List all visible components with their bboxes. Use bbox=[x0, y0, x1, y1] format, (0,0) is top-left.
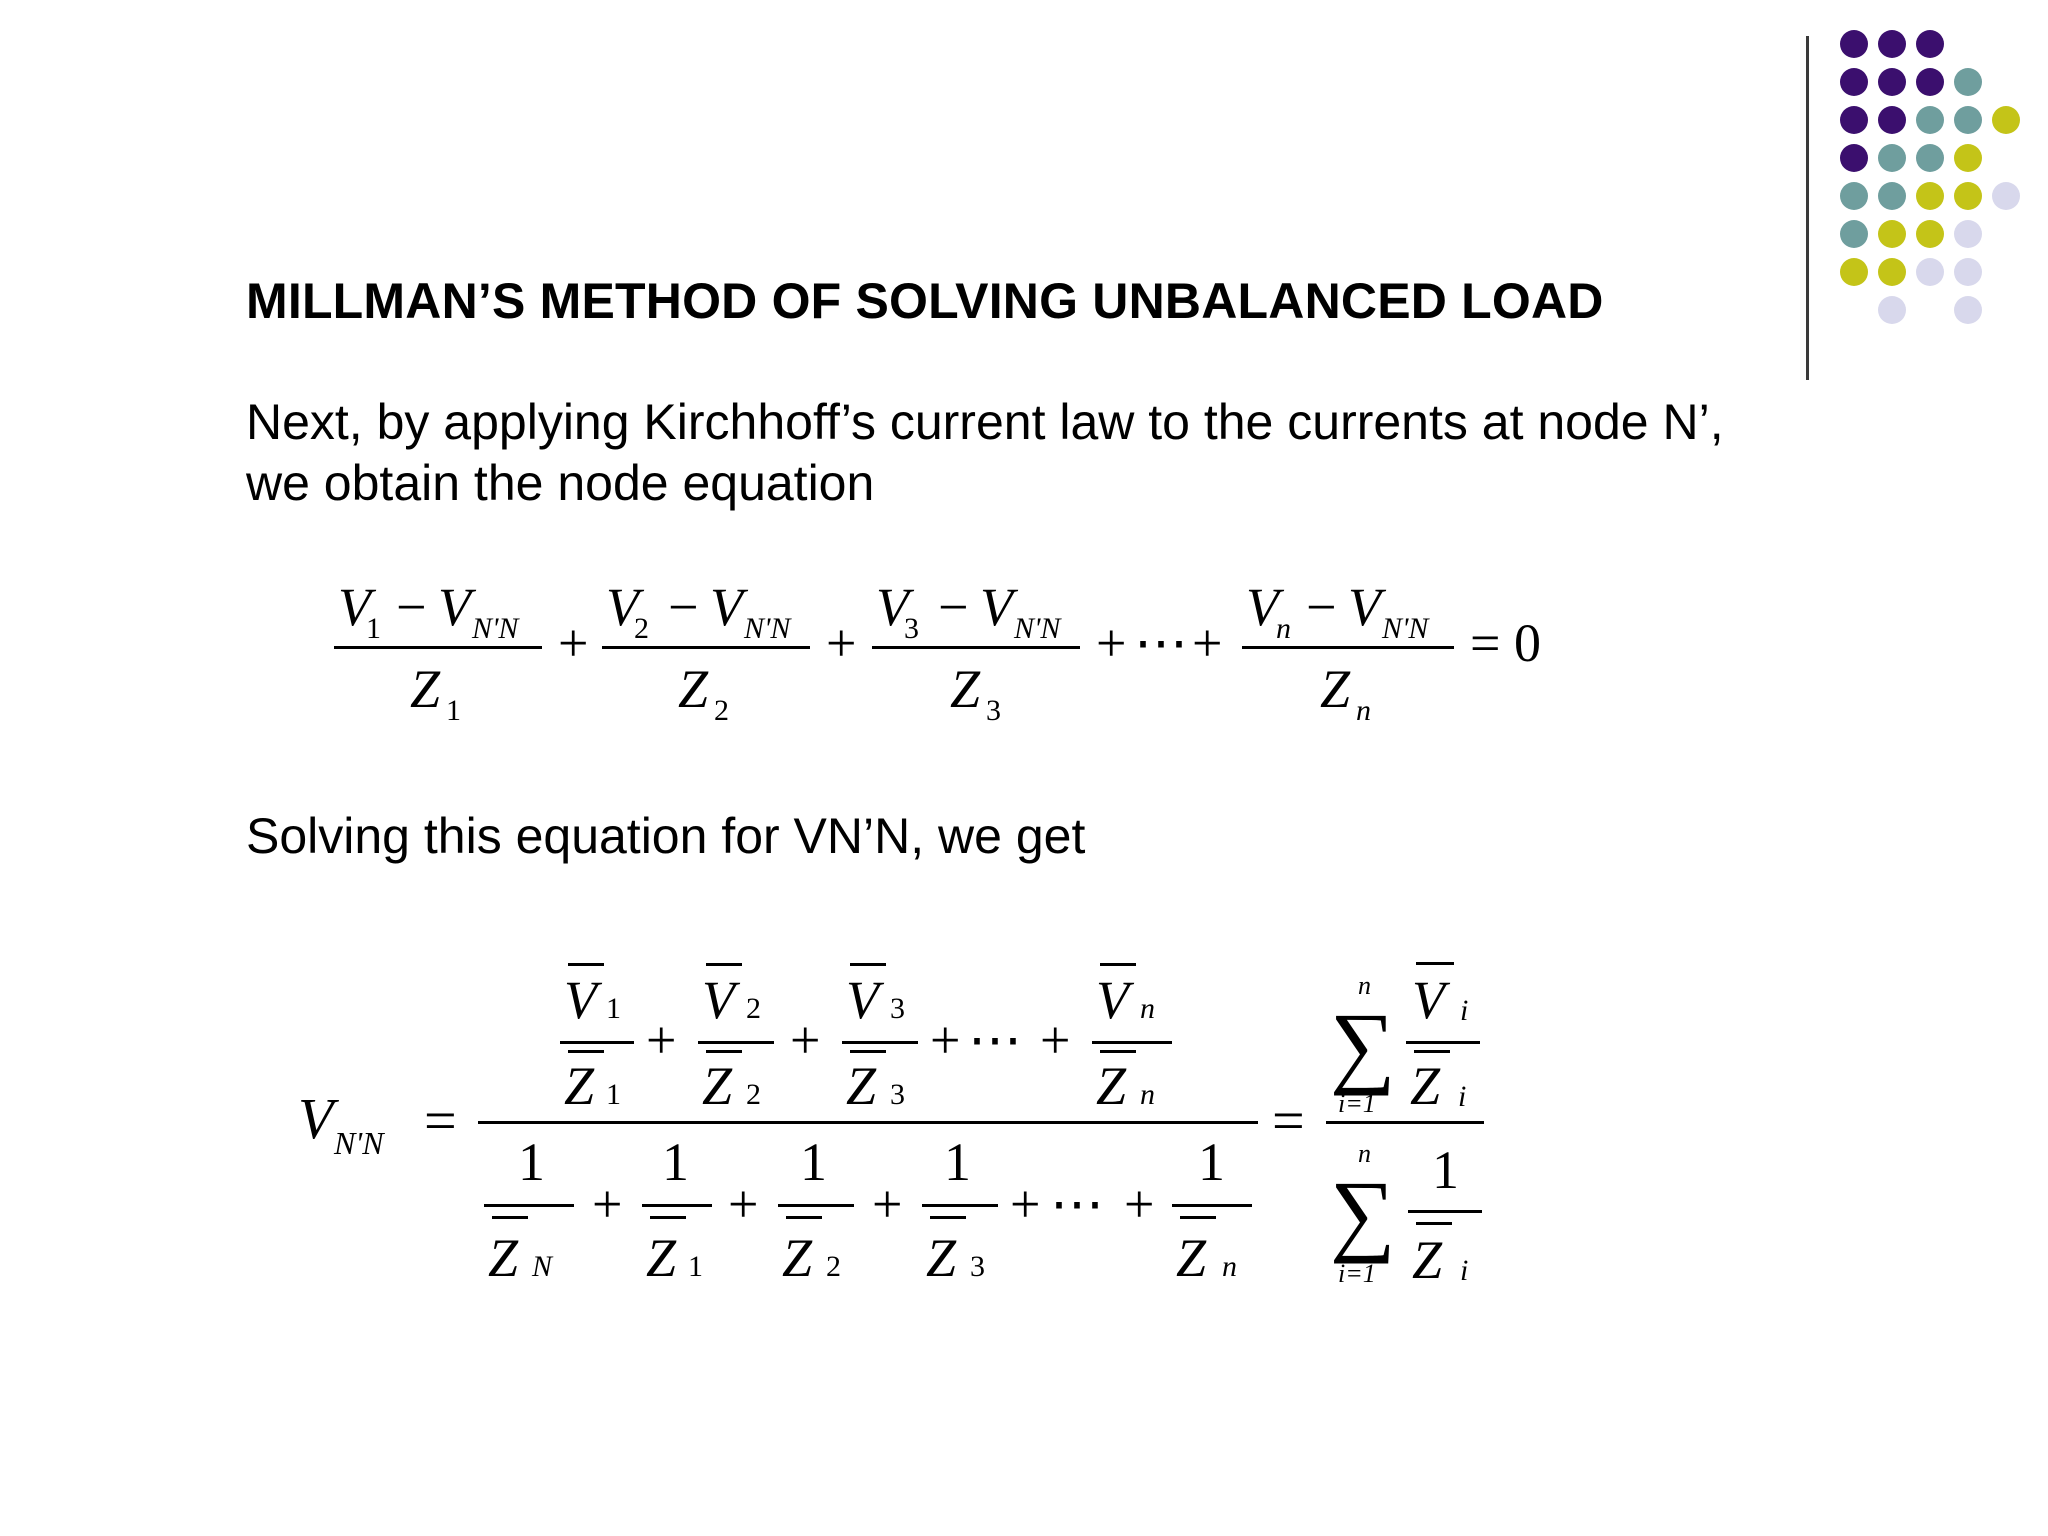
node-eq-term-2 bbox=[602, 577, 810, 727]
plus-sign: + bbox=[930, 1010, 961, 1070]
svg-text:−: − bbox=[1306, 577, 1337, 637]
svg-text:n: n bbox=[1356, 694, 1371, 727]
den-term-n bbox=[1172, 1132, 1252, 1288]
svg-text:1: 1 bbox=[606, 992, 621, 1025]
svg-text:N'N: N'N bbox=[1014, 612, 1061, 645]
svg-text:1: 1 bbox=[1198, 1132, 1225, 1192]
svg-text:n: n bbox=[1276, 612, 1291, 645]
svg-text:−: − bbox=[396, 577, 427, 637]
node-eq-term-3 bbox=[872, 577, 1080, 727]
den-term-N bbox=[484, 1132, 574, 1288]
svg-text:Z: Z bbox=[926, 1228, 957, 1288]
svg-text:1: 1 bbox=[944, 1132, 971, 1192]
svg-text:1: 1 bbox=[446, 694, 461, 727]
svg-text:Z: Z bbox=[950, 659, 981, 719]
svg-text:2: 2 bbox=[826, 1250, 841, 1283]
svg-text:Z: Z bbox=[1176, 1228, 1207, 1288]
svg-text:Z: Z bbox=[1412, 1230, 1443, 1290]
svg-text:n: n bbox=[1358, 1139, 1371, 1168]
ellipsis: ⋯ bbox=[1050, 1174, 1104, 1234]
svg-text:V: V bbox=[606, 577, 639, 637]
svg-text:i=1: i=1 bbox=[1338, 1089, 1376, 1118]
plus-sign: + bbox=[1124, 1174, 1155, 1234]
svg-text:i: i bbox=[1458, 1080, 1467, 1113]
svg-text:n: n bbox=[1140, 1078, 1155, 1111]
svg-text:1: 1 bbox=[800, 1132, 827, 1192]
lhs-subscript: N'N bbox=[334, 1125, 384, 1161]
svg-text:Z: Z bbox=[846, 1056, 877, 1116]
svg-text:1: 1 bbox=[518, 1132, 545, 1192]
svg-text:V: V bbox=[710, 577, 743, 637]
equals-sign: = bbox=[1272, 1088, 1305, 1153]
svg-text:1: 1 bbox=[606, 1078, 621, 1111]
svg-text:i: i bbox=[1460, 994, 1469, 1027]
svg-text:V: V bbox=[338, 577, 371, 637]
sigma-symbol: ∑ bbox=[1330, 1162, 1396, 1264]
sigma-symbol: ∑ bbox=[1330, 994, 1396, 1096]
svg-text:Z: Z bbox=[1320, 659, 1351, 719]
plus-sign: + bbox=[646, 1010, 677, 1070]
rhs-zero: 0 bbox=[1514, 613, 1541, 673]
svg-text:V: V bbox=[846, 970, 879, 1030]
svg-text:1: 1 bbox=[688, 1250, 703, 1283]
millman-equation bbox=[298, 962, 1484, 1290]
svg-text:N'N: N'N bbox=[744, 612, 791, 645]
plus-sign: + bbox=[558, 613, 589, 673]
svg-text:Z: Z bbox=[1096, 1056, 1127, 1116]
num-term-3 bbox=[842, 963, 918, 1116]
solving-paragraph: Solving this equation for VN’N, we get bbox=[246, 808, 1086, 864]
num-term-n bbox=[1092, 963, 1172, 1116]
svg-text:Z: Z bbox=[564, 1056, 595, 1116]
equals-sign: = bbox=[1470, 613, 1501, 673]
svg-text:n: n bbox=[1140, 992, 1155, 1025]
den-term-3 bbox=[922, 1132, 998, 1288]
svg-text:N'N: N'N bbox=[472, 612, 519, 645]
svg-text:3: 3 bbox=[904, 612, 919, 645]
ellipsis: ⋯ bbox=[968, 1010, 1022, 1070]
fraction-bar bbox=[602, 646, 810, 649]
slide-title: MILLMAN’S METHOD OF SOLVING UNBALANCED LOAD bbox=[246, 273, 1604, 329]
intro-line-2: we obtain the node equation bbox=[246, 455, 875, 511]
svg-text:V: V bbox=[438, 577, 471, 637]
equals-sign: = bbox=[424, 1088, 457, 1153]
svg-text:3: 3 bbox=[970, 1250, 985, 1283]
svg-text:V: V bbox=[1096, 970, 1129, 1030]
svg-text:3: 3 bbox=[890, 1078, 905, 1111]
svg-text:3: 3 bbox=[986, 694, 1001, 727]
plus-sign: + bbox=[1040, 1010, 1071, 1070]
lhs-v: V bbox=[298, 1086, 334, 1151]
svg-text:Z: Z bbox=[702, 1056, 733, 1116]
svg-text:3: 3 bbox=[890, 992, 905, 1025]
plus-sign: + bbox=[872, 1174, 903, 1234]
sum-denominator bbox=[1330, 1139, 1482, 1290]
plus-sign: + bbox=[1096, 613, 1127, 673]
fraction-bar bbox=[872, 646, 1080, 649]
num-term-2 bbox=[698, 963, 774, 1116]
plus-sign: + bbox=[1010, 1174, 1041, 1234]
svg-text:N: N bbox=[532, 1250, 553, 1283]
node-eq-term-1 bbox=[334, 577, 542, 727]
svg-text:Z: Z bbox=[646, 1228, 677, 1288]
svg-text:2: 2 bbox=[714, 694, 729, 727]
svg-text:Z: Z bbox=[782, 1228, 813, 1288]
svg-text:Z: Z bbox=[488, 1228, 519, 1288]
sum-numerator bbox=[1330, 962, 1480, 1118]
svg-text:2: 2 bbox=[746, 1078, 761, 1111]
intro-line-1: Next, by applying Kirchhoff’s current law to the currents at node N’, bbox=[246, 394, 1724, 450]
svg-text:V: V bbox=[564, 970, 597, 1030]
svg-text:Z: Z bbox=[678, 659, 709, 719]
svg-text:Z: Z bbox=[1410, 1056, 1441, 1116]
svg-text:n: n bbox=[1358, 971, 1371, 1000]
svg-text:V: V bbox=[1246, 577, 1279, 637]
main-fraction-bar bbox=[478, 1121, 1258, 1124]
svg-text:V: V bbox=[1348, 577, 1381, 637]
plus-sign: + bbox=[1192, 613, 1223, 673]
fraction-bar bbox=[334, 646, 542, 649]
plus-sign: + bbox=[592, 1174, 623, 1234]
sum-fraction-bar bbox=[1326, 1121, 1484, 1124]
svg-text:i=1: i=1 bbox=[1338, 1259, 1376, 1288]
svg-text:N'N: N'N bbox=[1382, 612, 1429, 645]
svg-text:−: − bbox=[938, 577, 969, 637]
svg-text:n: n bbox=[1222, 1250, 1237, 1283]
svg-text:V: V bbox=[980, 577, 1013, 637]
svg-text:1: 1 bbox=[1432, 1140, 1459, 1200]
num-term-1 bbox=[560, 963, 634, 1116]
plus-sign: + bbox=[790, 1010, 821, 1070]
den-term-1 bbox=[642, 1132, 712, 1288]
svg-text:1: 1 bbox=[662, 1132, 689, 1192]
fraction-bar bbox=[1242, 646, 1454, 649]
ellipsis: ⋯ bbox=[1134, 613, 1188, 673]
svg-text:V: V bbox=[876, 577, 909, 637]
svg-text:−: − bbox=[668, 577, 699, 637]
node-equation bbox=[334, 577, 1541, 727]
plus-sign: + bbox=[728, 1174, 759, 1234]
svg-text:i: i bbox=[1460, 1254, 1469, 1287]
svg-text:V: V bbox=[1412, 970, 1445, 1030]
svg-text:1: 1 bbox=[366, 612, 381, 645]
svg-text:V: V bbox=[702, 970, 735, 1030]
den-term-2 bbox=[778, 1132, 854, 1288]
svg-text:2: 2 bbox=[746, 992, 761, 1025]
plus-sign: + bbox=[826, 613, 857, 673]
node-eq-term-n bbox=[1242, 577, 1454, 727]
denominator-row bbox=[484, 1132, 1252, 1288]
svg-text:Z: Z bbox=[410, 659, 441, 719]
numerator-row bbox=[560, 963, 1172, 1116]
svg-text:2: 2 bbox=[634, 612, 649, 645]
